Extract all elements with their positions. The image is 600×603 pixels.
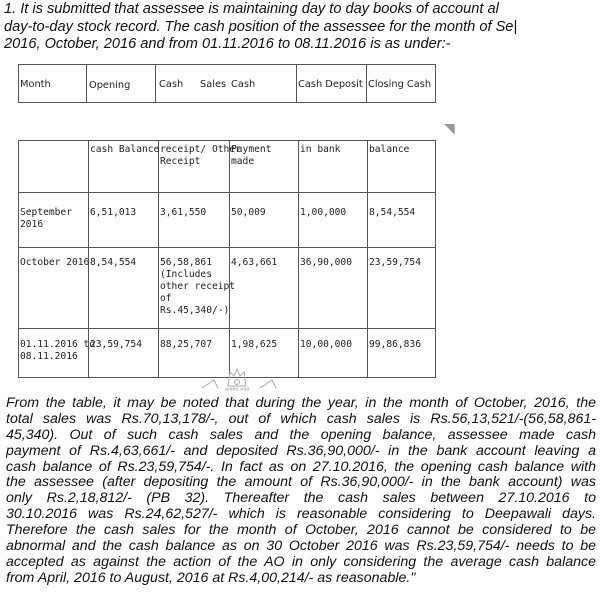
para-line-7: only Rs.2,18,812/- (PB 32). Thereafter the cash sales between 27.10.2016 to <box>6 491 596 507</box>
row-1-month-2: 2016 <box>20 219 44 230</box>
table-rule <box>435 64 436 102</box>
emblem-text: सत्यमेव जयते <box>224 387 250 392</box>
row-3-month: 01.11.2016 to <box>20 339 96 350</box>
header-cash: Cash <box>231 79 256 90</box>
row-1-closing: 8,54,554 <box>369 207 416 218</box>
header-month: Month <box>20 79 51 90</box>
table-rule <box>18 192 436 193</box>
scan-mark: ◥ <box>444 120 455 136</box>
para-line-12: from April, 2016 to August, 2016 at Rs.4,00,214/- as reasonable." <box>6 570 416 586</box>
para-line-8: 30.10.2016 was Rs.24,62,527/- which is reasonable considering to Deepawali days. <box>6 507 596 523</box>
table-rule <box>229 140 230 378</box>
table-rule <box>18 328 436 329</box>
table-rule <box>18 64 19 102</box>
intro-line-1: 1. It is submitted that assessee is maintaining day to day books of account al <box>4 1 499 17</box>
row-2-receipt-4: of <box>160 293 172 304</box>
row-1-payment: 50,009 <box>231 207 266 218</box>
table-rule <box>366 64 367 102</box>
row-2-opening: 8,54,554 <box>90 257 137 268</box>
table-rule <box>18 140 19 378</box>
intro-text <box>4 1 594 54</box>
header-sales: Sales <box>200 79 227 90</box>
table-rule <box>298 140 299 378</box>
table-rule <box>367 140 368 378</box>
row-3-receipt: 88,25,707 <box>160 339 212 350</box>
table-rule <box>18 247 436 248</box>
row-2-receipt-2: (Includes <box>160 269 212 280</box>
row-1-receipt: 3,61,550 <box>160 207 207 218</box>
row-2-receipt-5: Rs.45,340/-) <box>160 305 230 316</box>
header-opening: Opening <box>89 80 131 91</box>
table-rule <box>86 64 87 102</box>
row-1-opening: 6,51,013 <box>90 207 137 218</box>
table-rule <box>18 102 436 103</box>
table-rule <box>296 64 297 102</box>
subheader-payment: Payment <box>231 144 272 155</box>
row-2-payment: 4,63,661 <box>231 257 278 268</box>
table-rule <box>158 140 159 378</box>
table-rule <box>18 64 436 65</box>
cash-position-table <box>18 64 436 378</box>
para-line-11: accepted as against the action of the AO in only considering the average cash balance <box>6 554 596 570</box>
table-rule <box>155 64 156 102</box>
table-rule <box>435 140 436 378</box>
row-3-closing: 99,86,836 <box>369 339 421 350</box>
para-line-3: 45,340). Out of such cash sales and the opening balance, assessee made cash <box>6 427 596 443</box>
row-2-receipt-3: other receipt <box>160 281 236 292</box>
header-cash-deposit: Cash Deposit <box>298 79 363 90</box>
intro-line-2: day-to-day stock record. The cash position of the assessee for the month of Se| <box>4 18 518 35</box>
svg-text:सत्यमेव जयते <box>225 386 250 392</box>
subheader-payment-2: made <box>231 156 255 167</box>
para-line-10: abnormal and the cash balance as on 30 October 2016 was Rs.23,59,754/- needs to be <box>6 539 596 555</box>
row-1-month: September <box>20 207 72 218</box>
para-line-5: cash balance of Rs.23,59,754/-. In fact as on 27.10.2016, the opening cash balance with <box>6 459 596 475</box>
analysis-paragraph <box>6 396 596 587</box>
subheader-opening: cash Balance <box>90 144 160 155</box>
row-3-payment: 1,98,625 <box>231 339 278 350</box>
header-closing-cash: Closing Cash <box>368 79 432 90</box>
para-line-9: Therefore the cash sales for the month of October, 2016 cannot be considered to be <box>6 523 596 539</box>
header-cash-sales: Cash <box>159 79 184 90</box>
row-2-closing: 23,59,754 <box>369 257 421 268</box>
row-2-deposit: 36,90,000 <box>300 257 352 268</box>
para-line-2: total sales was Rs.70,13,178/-, out of which cash sales is Rs.56,13,521/-(56,58,861- <box>6 411 596 427</box>
row-3-deposit: 10,00,000 <box>300 339 352 350</box>
row-2-month: October 2016 <box>20 257 90 268</box>
para-line-4: payment of Rs.4,63,661/- and deposited Rs.36,90,000/- in the bank account leaving a <box>6 443 596 459</box>
subheader-deposit: in bank <box>300 144 341 155</box>
subheader-receipt: receipt/ Other <box>160 144 241 155</box>
row-3-month-2: 08.11.2016 <box>20 351 78 362</box>
subheader-receipt-2: Receipt <box>160 156 201 167</box>
row-3-opening: 23,59,754 <box>90 339 142 350</box>
row-2-receipt: 56,58,861 <box>160 257 212 268</box>
emblem-seal-icon <box>162 366 312 392</box>
para-line-1: From the table, it may be noted that during the year, in the month of October, 2016, the <box>6 396 596 411</box>
row-1-deposit: 1,00,000 <box>300 207 347 218</box>
table-rule <box>18 140 436 141</box>
subheader-closing: balance <box>369 144 410 155</box>
intro-line-3: 2016, October, 2016 and from 01.11.2016 to 08.11.2016 is as under:- <box>4 36 451 53</box>
para-line-6: the assessee (after depositing the amount of Rs.36,90,000/- in the bank account) was <box>6 475 596 491</box>
